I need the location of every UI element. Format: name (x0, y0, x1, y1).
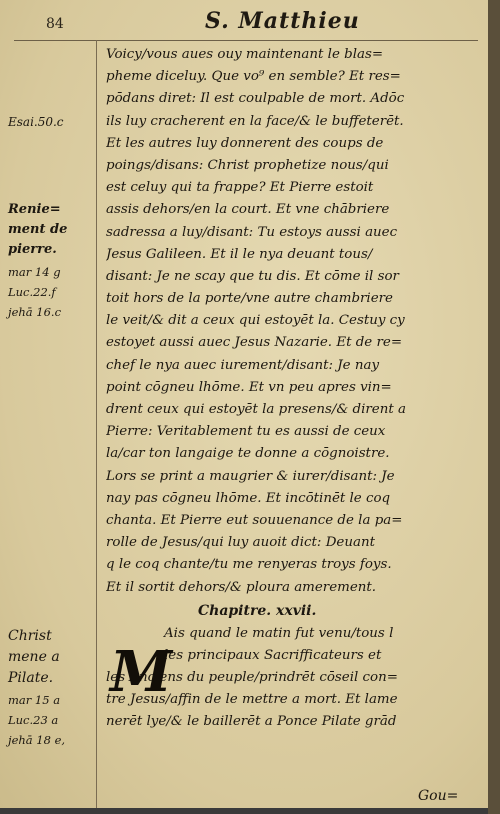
text-line: la/car ton langaige te donne a cōgnoistre. (106, 446, 390, 462)
text-line: chef le nya auec iurement/disant: Je nay (106, 357, 380, 373)
header-rule (14, 40, 478, 41)
text-line: est celuy qui ta frappe? Et Pierre estoit (106, 180, 374, 196)
text-line: Et les autres luy donnerent des coups de (106, 135, 384, 151)
book-edge (488, 0, 500, 814)
margin-note-references-2: mar 15 a Luc.23 a jehā 18 e, (8, 693, 66, 747)
text-line: disant: Je ne scay que tu dis. Et cōme il sor (106, 268, 399, 284)
text-line: Ais quand le matin fut venu/tous l (164, 625, 394, 641)
text-line: point cōgneu lhōme. Et vn peu apres vin= (106, 379, 392, 395)
text-line: Pierre: Veritablement tu es aussi de ceux (106, 424, 386, 440)
text-line: pheme diceluy. Que vo⁹ en semble? Et res= (106, 69, 401, 85)
text-line: pōdans diret: Il est coulpable de mort. Adōc (106, 91, 405, 107)
text-block-top (106, 44, 484, 599)
text-line: Voicy/vous aues ouy maintenant le blas= (106, 47, 384, 62)
text-line: estoyet aussi auec Jesus Nazarie. Et de re= (106, 335, 403, 351)
text-line: toit hors de la porte/vne autre chambriere (106, 291, 393, 307)
text-line: tre Jesus/affin de le mettre a mort. Et lame (106, 692, 398, 708)
margin-note-reniement: Renie= ment de pierre. (8, 202, 68, 257)
margin-note-references-1: mar 14 g Luc.22.f jehā 16.c (8, 265, 62, 319)
text-line: drent ceux qui estoyēt la presens/& dirent a (106, 402, 406, 417)
page-number: 84 (46, 16, 64, 32)
margin-rule (96, 40, 97, 808)
chapter-heading: Chapitre. xxvii. (198, 602, 317, 619)
page-header (0, 6, 488, 40)
text-line: nerēt lye/& le baillerēt a Ponce Pilate grād (106, 714, 397, 730)
text-line: le veit/& dit a ceux qui estoyēt la. Cestuy cy (106, 313, 405, 329)
text-line: Lors se print a maugrier & iurer/disant: Je (106, 468, 395, 484)
text-line: q le coq chante/tu me renyeras troys foys. (106, 557, 392, 573)
text-line: Et il sortit dehors/& ploura amerement. (106, 579, 377, 595)
text-line: chanta. Et Pierre eut souuenance de la pa= (106, 512, 403, 528)
text-line: nay pas cōgneu lhōme. Et incōtinēt le coq (106, 490, 391, 506)
text-line: sadressa a luy/disant: Tu estoys aussi auec (106, 224, 398, 240)
main-text-column (106, 44, 484, 734)
running-title: S. Matthieu (205, 8, 360, 34)
text-line: ils luy cracherent en la face/& le buffeterēt. (106, 113, 404, 129)
drop-cap-letter: M (110, 639, 172, 705)
text-line: Jesus Galileen. Et il le nya deuant tous/ (106, 246, 373, 262)
catchword: Gou= (418, 788, 459, 804)
text-line: les principaux Sacrifficateurs et (164, 647, 382, 663)
margin-note-christ-pilate: Christ mene a Pilate. (8, 628, 60, 686)
text-line: assis dehors/en la court. Et vne chābriere (106, 202, 390, 218)
text-line: les Anciens du peuple/prindrēt cōseil con= (106, 670, 398, 686)
text-line: poings/disans: Christ prophetize nous/qui (106, 157, 389, 173)
text-line: rolle de Jesus/qui luy auoit dict: Deuant (106, 535, 375, 551)
margin-note-esai: Esai.50.c (8, 115, 64, 129)
